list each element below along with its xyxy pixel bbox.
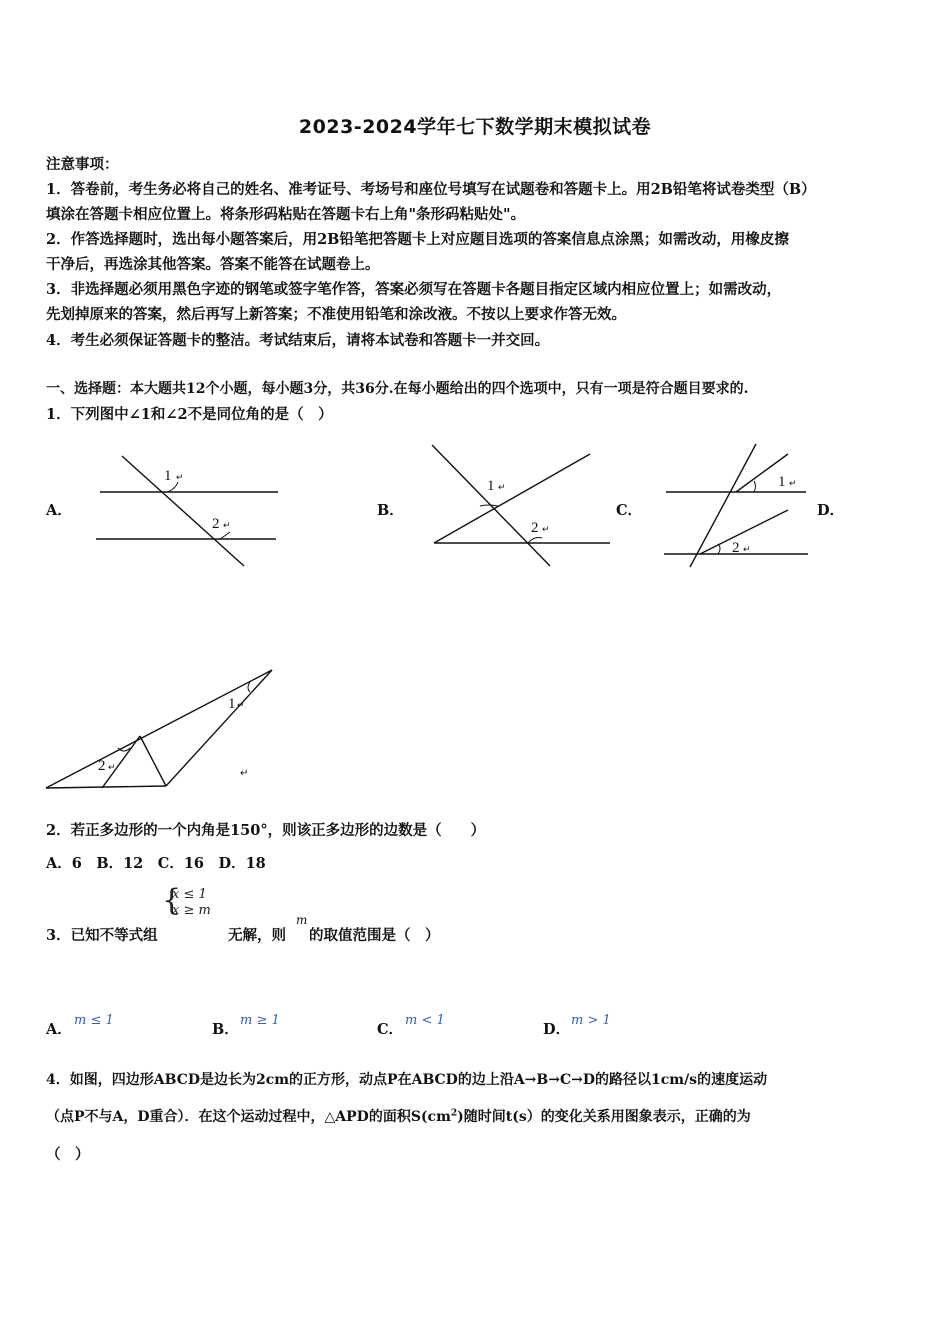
q3-option-c-expr: m < 1 [405,1013,445,1028]
question-1-stem: 1．下列图中∠1和∠2不是同位角的是（ ） [46,406,333,423]
q3-option-a-expr: m ≤ 1 [74,1013,114,1028]
notice-heading: 注意事项： [46,156,119,173]
angle-1-label: 1 [164,468,172,484]
question-2-stem: 2．若正多边形的一个内角是150°，则该正多边形的边数是（ ） [46,822,486,839]
notice-line: 3．非选择题必须用黑色字迹的钢笔或签字笔作答，答案必须写在答题卡各题目指定区域内相应位置上；如需改动， [46,281,782,298]
notice-line: 干净后，再选涂其他答案。答案不能答在试题卷上。 [46,256,380,273]
notice-line: 2．作答选择题时，选出每小题答案后，用2B铅笔把答题卡上对应题目选项的答案信息点涂黑；如需改动，用橡皮擦 [46,231,789,248]
q3-option-b-expr: m ≥ 1 [240,1013,280,1028]
question-4-line-1: 4．如图，四边形ABCD是边长为2cm的正方形，动点P在ABCD的边上沿A→B→C→D的路径以1cm/s的速度运动 [46,1072,768,1088]
question-3-stem-suffix: 无解，则 [228,927,286,944]
svg-text:↵: ↵ [237,700,245,710]
svg-text:↵: ↵ [542,524,550,534]
svg-text:↵: ↵ [223,520,231,530]
q1-figure-b [420,440,620,570]
angle-2-label: 2 [212,516,220,532]
brace-icon: { [162,883,182,918]
angle-1-label: 1 [228,696,236,712]
q1-option-b-label: B． [377,502,404,519]
svg-text:↵: ↵ [240,768,249,779]
q3-option-c-label: C． [377,1021,404,1038]
inequality-1: x ≤ 1 [172,887,207,902]
page-title: 2023-2024学年七下数学期末模拟试卷 [298,116,652,138]
notice-line: 4．考生必须保证答题卡的整洁。考试结束后，请将本试卷和答题卡一并交回。 [46,332,550,349]
svg-text:↵: ↵ [498,482,506,492]
question-2-options: A．6 B．12 C．16 D．18 [46,855,266,872]
q1-option-c-label: C． [616,502,643,519]
q3-option-b-label: B． [212,1021,239,1038]
svg-text:↵: ↵ [176,472,184,482]
q3-option-d-expr: m > 1 [571,1013,611,1028]
question-3-stem-prefix: 3．已知不等式组 [46,927,158,944]
q3-option-a-label: A． [46,1021,72,1038]
q1-figure-a [92,452,282,572]
question-4-line-3: （ ） [46,1146,90,1163]
angle-1-label: 1 [487,478,495,494]
svg-text:↵: ↵ [789,478,797,488]
angle-1-label: 1 [778,474,786,490]
variable-m: m [296,913,308,927]
notice-line: 1．答卷前，考生务必将自己的姓名、准考证号、考场号和座位号填写在试题卷和答题卡上。用2B铅笔将试卷类型（B） [46,181,816,198]
q1-figure-d [40,664,280,794]
section-heading: 一、选择题：本大题共12个小题，每小题3分，共36分.在每小题给出的四个选项中，只有一项是符合题目要求的. [46,381,749,397]
angle-2-label: 2 [98,758,106,774]
q1-option-d-label: D． [817,502,845,519]
inequality-2: x ≥ m [172,903,211,918]
q3-option-d-label: D． [543,1021,571,1038]
notice-line: 填涂在答题卡相应位置上。将条形码粘贴在答题卡右上角"条形码粘贴处"。 [46,206,526,223]
question-3-stem-end: 的取值范围是（ ） [309,927,440,944]
svg-text:↵: ↵ [108,762,116,772]
notice-line: 先划掉原来的答案，然后再写上新答案；不准使用铅笔和涂改液。不按以上要求作答无效。 [46,306,626,323]
question-4-line-2: （点P不与A，D重合）．在这个运动过程中，△APD的面积$S(cm^2)$随时间t(s）的变化关系用图象表示，正确的为 [46,1108,751,1125]
q1-figure-c [660,440,820,570]
inequality-system [172,887,211,919]
angle-2-label: 2 [531,520,539,536]
svg-text:↵: ↵ [743,544,751,554]
angle-2-label: 2 [732,540,740,556]
q1-option-a-label: A． [46,502,72,519]
